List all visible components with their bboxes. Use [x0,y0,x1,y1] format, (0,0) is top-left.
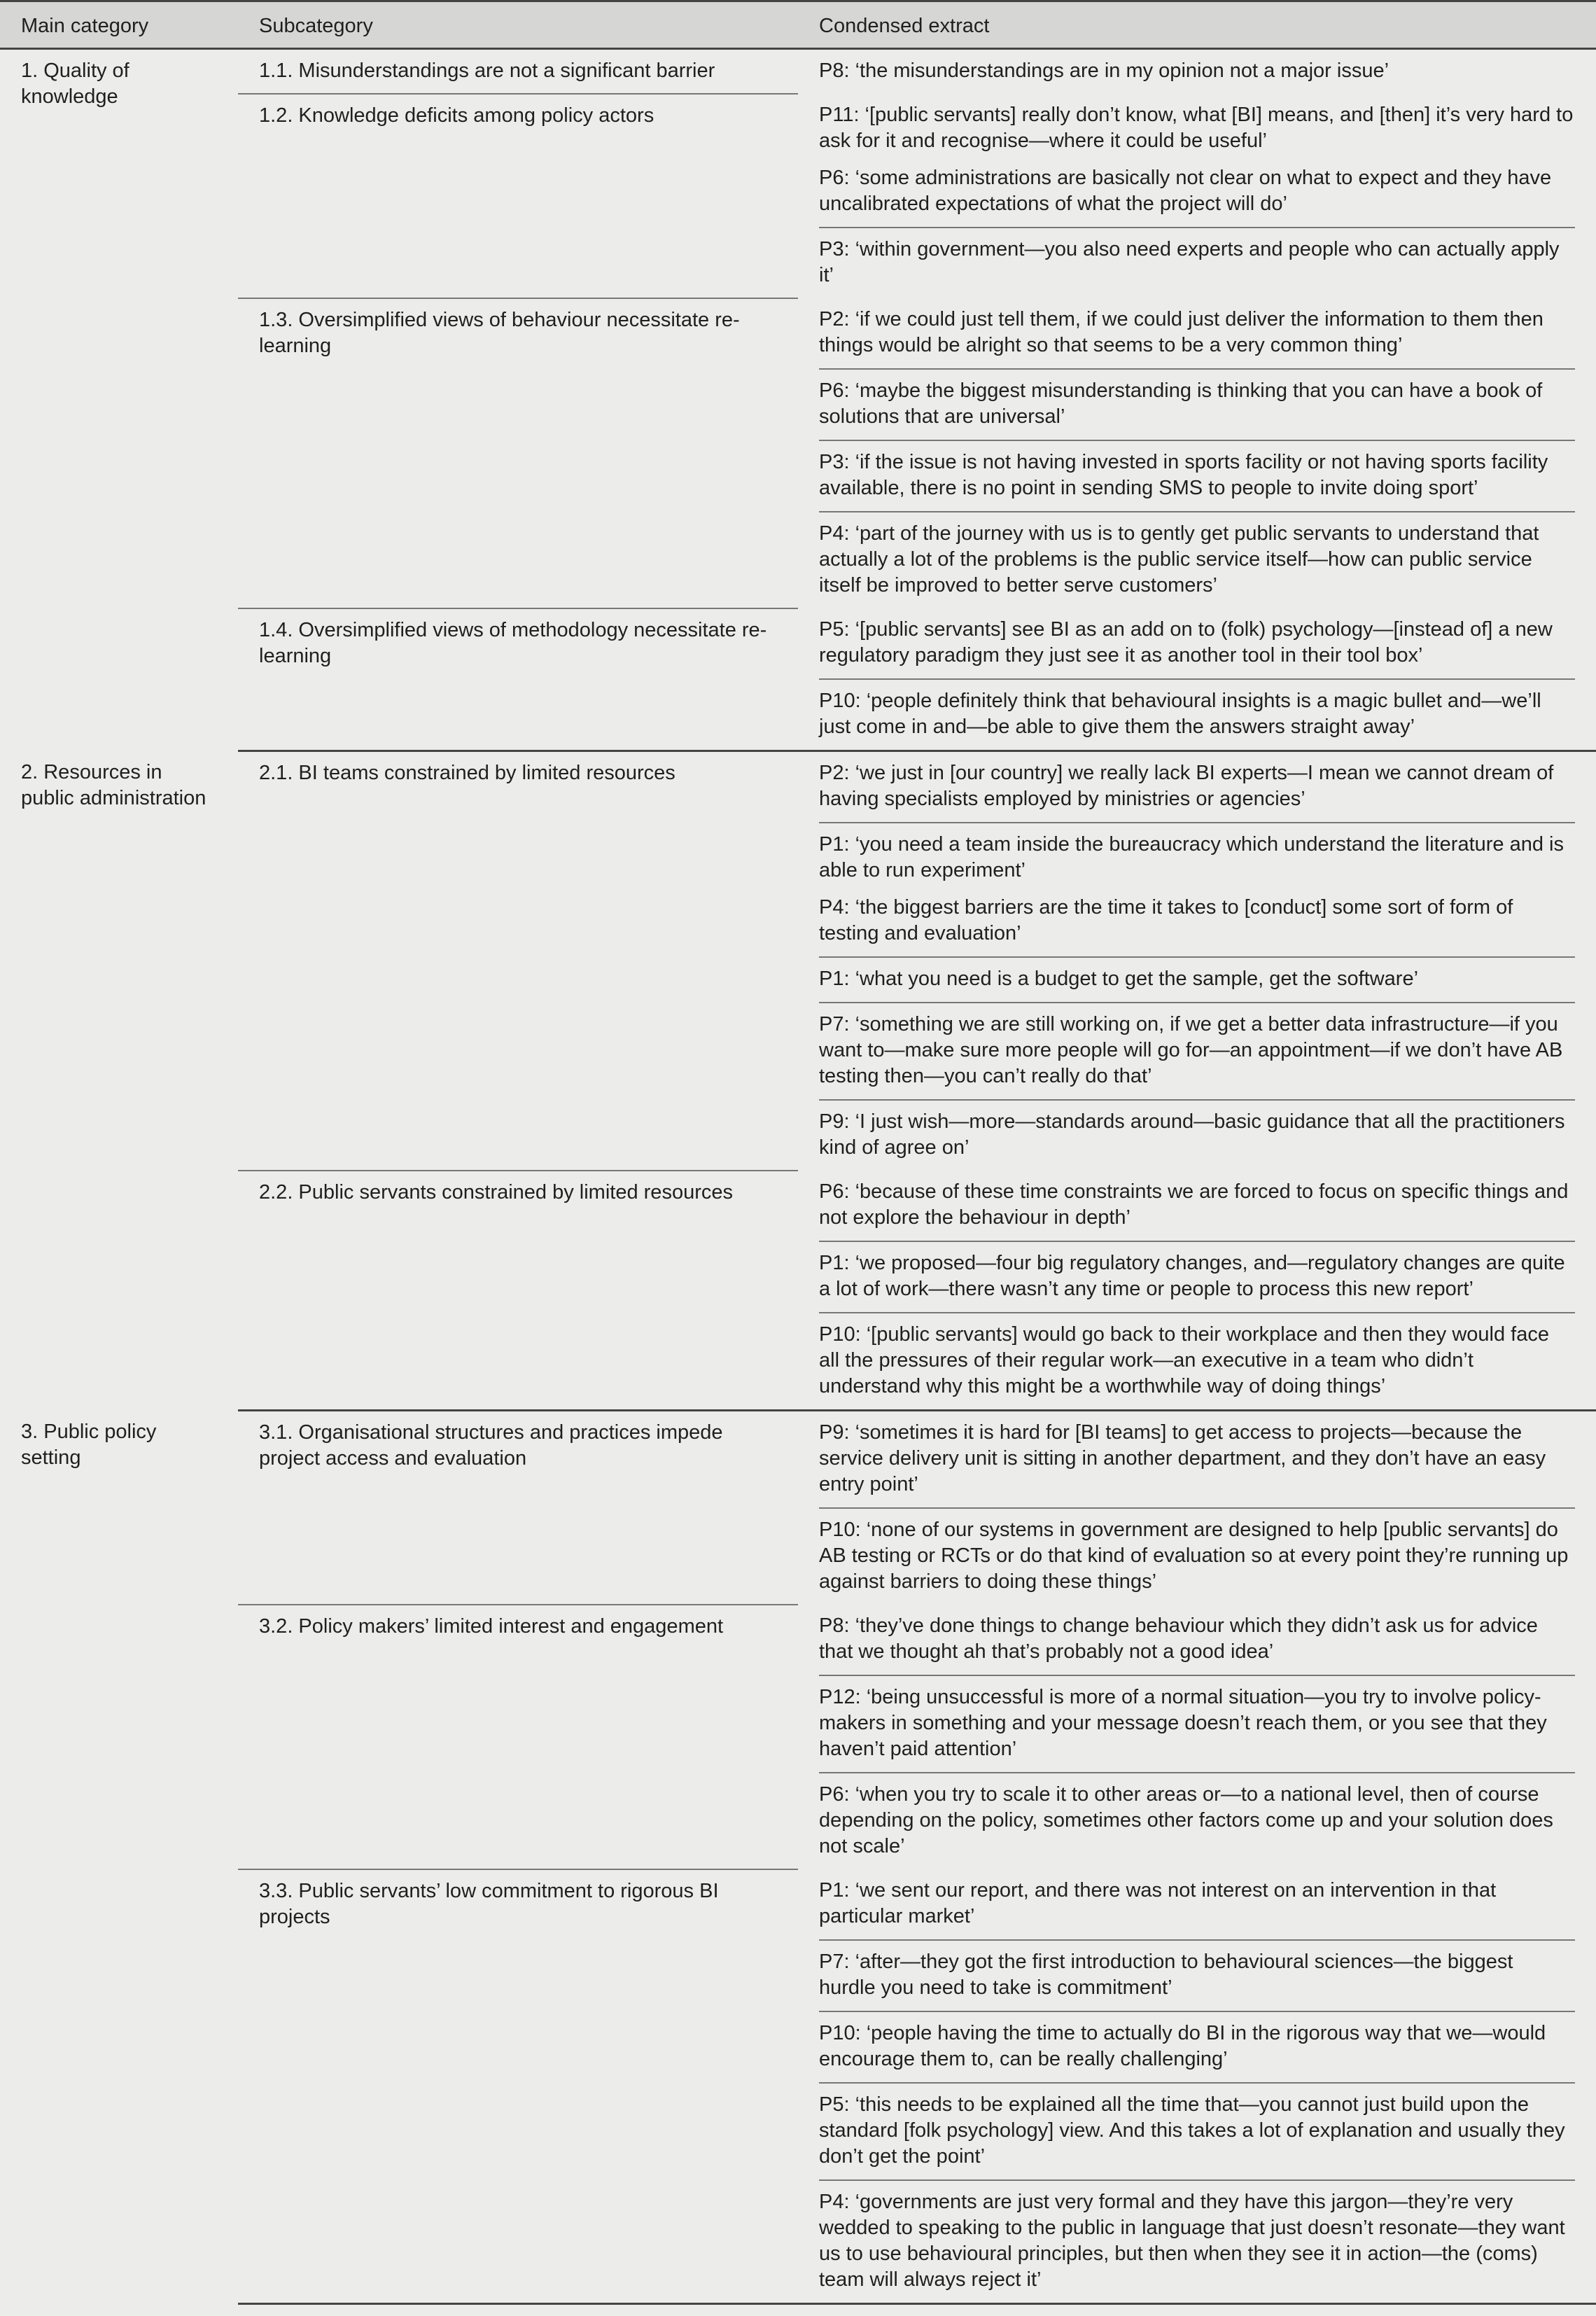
main-category-cell: 2. Resources in public administration [21,760,206,809]
table-row [0,94,1596,298]
extract-text: P5: ‘[public servants] see BI as an add on to (folk) psychology—[instead of] a new regulatory paradigm they just see it as another tool in their tool box’ [819,608,1575,680]
table-row [0,1171,1596,1411]
extract-cell [798,298,1596,608]
extract-cell [798,1605,1596,1869]
header-condensed-extract: Condensed extract [798,1,1596,49]
extract-text: P6: ‘some administrations are basically not clear on what to expect and they have uncalibrated expectations of what the project will do’ [819,157,1575,228]
category-group [0,49,1596,751]
extract-text: P7: ‘after—they got the first introduction to behavioural sciences—the biggest hurdle you need to take is commitment’ [819,1941,1575,2012]
extract-text: P4: ‘governments are just very formal and they have this jargon—they’re very wedded to speaking to the public in language that just doesn’t resonate—they want us to use behavioural principles, but then when they see it in action—the (coms) team will always reject it’ [819,2191,1565,2291]
extract-cell [798,1869,1596,2304]
extract-text: P8: ‘they’ve done things to change behaviour which they didn’t ask us for advice that we thought ah that’s probably not a good idea’ [819,1605,1575,1676]
extract-text: P6: ‘because of these time constraints we are forced to focus on specific things and not explore the behaviour in depth’ [819,1171,1575,1242]
subcategory-cell: 1.1. Misunderstandings are not a significant barrier [238,49,798,95]
extract-text: P10: ‘people definitely think that behavioural insights is a magic bullet and—we’ll just come in and—be able to give them the answers straight away’ [819,690,1541,738]
extract-text: P10: ‘people having the time to actually do BI in the rigorous way that we—would encourage them to, can be really challenging’ [819,2012,1575,2084]
extract-text: P10: ‘[public servants] would go back to their workplace and then they would face all the pressures of their regular work—an executive in a team who didn’t understand why this might be a worthwhile way of doing things’ [819,1323,1549,1397]
subcategory-cell: 1.2. Knowledge deficits among policy actors [238,94,798,298]
extract-text: P2: ‘if we could just tell them, if we could just deliver the information to them then things would be alright so that seems to be a very common thing’ [819,298,1575,370]
main-category-cell: 3. Public policy setting [21,1420,157,1469]
extract-text: P4: ‘part of the journey with us is to gently get public servants to understand that actually a lot of the problems is the public service itself—how can public service itself be improved to better serve customers’ [819,522,1539,597]
extract-text: P10: ‘none of our systems in government are designed to help [public servants] do AB testing or RCTs or do that kind of evaluation so at every point they’re running up against barriers to doing these things’ [819,1519,1569,1593]
extract-text: P1: ‘what you need is a budget to get the sample, get the software’ [819,958,1575,1003]
subcategory-cell: 3.1. Organisational structures and practices impede project access and evaluation [238,1411,798,1605]
extract-text: P4: ‘the biggest barriers are the time it takes to [conduct] some sort of form of testing and evaluation’ [819,886,1575,958]
table-row [0,49,1596,95]
extract-text: P6: ‘maybe the biggest misunderstanding is thinking that you can have a book of solutions that are universal’ [819,370,1575,441]
subcategory-cell: 3.2. Policy makers’ limited interest and engagement [238,1605,798,1869]
subcategory-cell: 2.2. Public servants constrained by limited resources [238,1171,798,1411]
extract-cell [798,608,1596,751]
table-row [0,751,1596,1171]
extract-cell [798,49,1596,95]
extract-text: P5: ‘this needs to be explained all the time that—you cannot just build upon the standard [folk psychology] view. And this takes a lot of explanation and usually they don’t get the point’ [819,2084,1575,2181]
extract-text: P1: ‘we sent our report, and there was not interest on an intervention in that particular market’ [819,1869,1575,1941]
table-row [0,1869,1596,2304]
extract-text: P3: ‘if the issue is not having invested in sports facility or not having sports facility available, there is no point in sending SMS to people to invite doing sport’ [819,441,1575,512]
subcategory-cell: 3.3. Public servants’ low commitment to rigorous BI projects [238,1869,798,2304]
extract-cell [798,1411,1596,1605]
subcategory-cell: 2.1. BI teams constrained by limited resources [238,751,798,1171]
extract-text: P11: ‘[public servants] really don’t know, what [BI] means, and [then] it’s very hard to ask for it and recognise—where it could be useful’ [819,104,1574,152]
header-main-category: Main category [0,1,238,49]
extract-text: P6: ‘when you try to scale it to other areas or—to a national level, then of course depending on the policy, sometimes other factors come up and your solution does not scale’ [819,1783,1553,1857]
header-subcategory: Subcategory [238,1,798,49]
extract-text: P2: ‘we just in [our country] we really lack BI experts—I mean we cannot dream of having specialists employed by ministries or agencies’ [819,752,1575,823]
subcategory-cell: 1.4. Oversimplified views of methodology necessitate re-learning [238,608,798,751]
table-header [0,1,1596,49]
extract-cell [798,1171,1596,1411]
extract-text: P8: ‘the misunderstandings are in my opinion not a major issue’ [819,60,1390,82]
extract-text: P3: ‘within government—you also need experts and people who can actually apply it’ [819,238,1560,286]
table-row [0,1605,1596,1869]
table-row [0,608,1596,751]
extract-text: P1: ‘we proposed—four big regulatory changes, and—regulatory changes are quite a lot of work—there wasn’t any time or people to process this new report’ [819,1242,1575,1313]
extract-text: P1: ‘you need a team inside the bureaucracy which understand the literature and is able to run experiment’ [819,833,1564,881]
extract-text: P7: ‘something we are still working on, if we get a better data infrastructure—if you want to—make sure more people will go for—an appointment—if we don’t have AB testing then—you can’t really do that’ [819,1003,1575,1101]
extract-text: P9: ‘I just wish—more—standards around—basic guidance that all the practitioners kind of agree on’ [819,1110,1565,1159]
table-row [0,298,1596,608]
category-group [0,1411,1596,2304]
category-group [0,751,1596,1411]
main-category-cell: 1. Quality of knowledge [21,60,130,108]
extract-text: P12: ‘being unsuccessful is more of a normal situation—you try to involve policy-makers in something and your message doesn’t reach them, or you see that they haven’t paid attention’ [819,1676,1575,1773]
extract-cell [798,751,1596,1171]
table-row [0,1411,1596,1605]
subcategory-cell: 1.3. Oversimplified views of behaviour necessitate re-learning [238,298,798,608]
extract-cell [798,94,1596,298]
extract-text: P9: ‘sometimes it is hard for [BI teams] to get access to projects—because the service delivery unit is sitting in another department, and they don’t have an easy entry point’ [819,1411,1575,1509]
